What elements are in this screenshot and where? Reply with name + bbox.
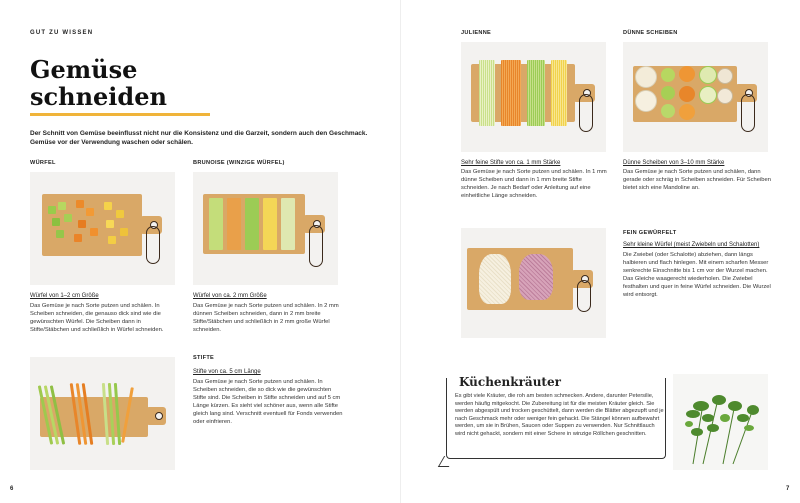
subtitle-stifte: Stifte von ca. 5 cm Länge — [193, 369, 261, 375]
right-page — [400, 0, 800, 503]
brunoise-strip — [209, 198, 223, 250]
eyebrow: GUT ZU WISSEN — [30, 30, 94, 36]
text-scheiben: Das Gemüse je nach Sorte putzen und schälen, dann gerade oder schräg in Scheiben schneiden. Für Scheiben bietet sich eine Mandoline an. — [623, 169, 771, 191]
veg-cube — [76, 200, 84, 208]
photo-fein — [461, 228, 606, 338]
veg-slice — [679, 104, 695, 120]
veg-slice — [661, 86, 675, 100]
veg-slice — [661, 68, 675, 82]
brunoise-strip — [281, 198, 295, 250]
veg-cube — [48, 206, 56, 214]
veg-cube — [104, 202, 112, 210]
veg-slice — [699, 86, 717, 104]
section-label-scheiben: DÜNNE SCHEIBEN — [623, 30, 678, 36]
section-label-fein: FEIN GEWÜRFELT — [623, 230, 677, 236]
subtitle-scheiben: Dünne Scheiben von 3–10 mm Stärke — [623, 160, 725, 166]
herbs-illustration — [673, 374, 768, 470]
subtitle-wuerfel: Würfel von 1–2 cm Größe — [30, 293, 99, 299]
julienne-bundle — [501, 60, 521, 126]
veg-cube — [106, 220, 114, 228]
page-title-line2: schneiden — [30, 82, 167, 111]
board-hole — [155, 412, 163, 420]
veg-cube — [74, 234, 82, 242]
page-title-line1: Gemüse — [30, 55, 138, 84]
photo-julienne — [461, 42, 606, 152]
page-number-right: 7 — [786, 486, 790, 492]
veg-cube — [116, 210, 124, 218]
photo-kraeuter — [673, 374, 768, 470]
brunoise-strip — [263, 198, 277, 250]
intro-text: Der Schnitt von Gemüse beeinflusst nicht nur die Konsistenz und die Garzeit, sondern auch den Geschmack. Gemüse vor der Verwendung waschen oder schälen. — [30, 130, 368, 146]
section-label-brunoise: BRUNOISE (WINZIGE WÜRFEL) — [193, 160, 285, 166]
veg-cube — [78, 220, 86, 228]
section-label-stifte: STIFTE — [193, 355, 215, 361]
veg-cube — [86, 208, 94, 216]
veg-slice — [717, 68, 733, 84]
accent-bar — [30, 113, 210, 116]
herbs-box-tail — [438, 456, 455, 467]
brunoise-strip — [245, 198, 259, 250]
section-label-wuerfel: WÜRFEL — [30, 160, 56, 166]
julienne-bundle — [551, 60, 567, 126]
brunoise-strip — [227, 198, 241, 250]
veg-slice — [679, 86, 695, 102]
text-fein: Die Zwiebel (oder Schalotte) abziehen, dann längs halbieren und flach hinlegen. Mit einem scharfen Messer senkrechte Einschnitte bis 1 cm vor der Wurzel machen. Das Gleiche waagerecht wiederholen. Die Zwiebel festhalten und quer in feine Würfel schneiden. Die Wurzel wird entsorgt. — [623, 252, 771, 298]
photo-stifte — [30, 357, 175, 470]
text-stifte: Das Gemüse je nach Sorte putzen und schälen. In Scheiben schneiden, die so dick wie die gewünschten Stifte sind. Die Scheiben in Stifte schneiden und auf 5 cm Länge kürzen. Es sieht viel schöner aus, wenn alle Stifte gleich lang sind. Verschnitt eventuell für Fonds verwenden oder einfrieren. — [193, 379, 343, 425]
veg-slice — [679, 66, 695, 82]
julienne-bundle — [479, 60, 495, 126]
veg-cube — [64, 214, 72, 222]
leather-strap — [579, 94, 593, 132]
leather-strap — [146, 226, 160, 264]
section-label-julienne: JULIENNE — [461, 30, 492, 36]
diced-onion — [479, 254, 511, 304]
veg-cube — [90, 228, 98, 236]
veg-slice — [635, 90, 657, 112]
julienne-bundle — [527, 60, 545, 126]
text-wuerfel: Das Gemüse je nach Sorte putzen und schälen. In Scheiben schneiden, die genauso dick sind wie die gewünschten Würfel. Die Scheiben dann in Stifte/Stäbchen und schließlich in Würfel schneiden. — [30, 303, 164, 333]
veg-cube — [52, 218, 60, 226]
text-julienne: Das Gemüse je nach Sorte putzen und schälen. In 1 mm dünne Scheiben und dann in 1 mm breite Stifte schneiden. Je nach Bedarf oder Anleitung auf eine einheitliche Länge schneiden. — [461, 169, 607, 199]
veg-cube — [120, 228, 128, 236]
subtitle-julienne: Sehr feine Stifte von ca. 1 mm Stärke — [461, 160, 561, 166]
veg-slice — [717, 88, 733, 104]
photo-brunoise — [193, 172, 338, 285]
subtitle-brunoise: Würfel von ca. 2 mm Größe — [193, 293, 267, 299]
page-number-left: 6 — [10, 486, 14, 492]
leather-strap — [577, 280, 591, 312]
diced-shallot — [519, 254, 553, 300]
veg-cube — [58, 202, 66, 210]
veg-slice — [635, 66, 657, 88]
leather-strap — [741, 94, 755, 132]
veg-cube — [56, 230, 64, 238]
veg-cube — [108, 236, 116, 244]
veg-slice — [661, 104, 675, 118]
photo-scheiben — [623, 42, 768, 152]
photo-wuerfel — [30, 172, 175, 285]
veg-slice — [699, 66, 717, 84]
text-brunoise: Das Gemüse je nach Sorte putzen und schälen. In 2 mm dünnen Scheiben schneiden, dann in 2 mm breite Stifte/Stäbchen und schließlich in 2 mm große Würfel schneiden. — [193, 303, 339, 333]
leather-strap — [309, 225, 323, 267]
herbs-text: Es gibt viele Kräuter, die roh am besten schmecken. Andere, darunter Petersilie, werden häufig mitgekocht. Die Zubereitung ist für die meisten Kräuter gleich. Sie werden abgespült und trocken geschüttelt, dann werden die Blätter abgezupft und je nach Geschmack mehr oder weniger fein gehackt. Die Stängel können aufbewahrt werden, um sie in Brühen, Saucen oder Suppen zu verwenden. Nur Schnittlauch wird nicht gehackt, sondern mit einer Schere in winzige Röllchen geschnitten. — [455, 393, 664, 437]
herbs-title: Küchenkräuter — [455, 375, 565, 389]
subtitle-fein: Sehr kleine Würfel (meist Zwiebeln und Schalotten) — [623, 242, 760, 248]
